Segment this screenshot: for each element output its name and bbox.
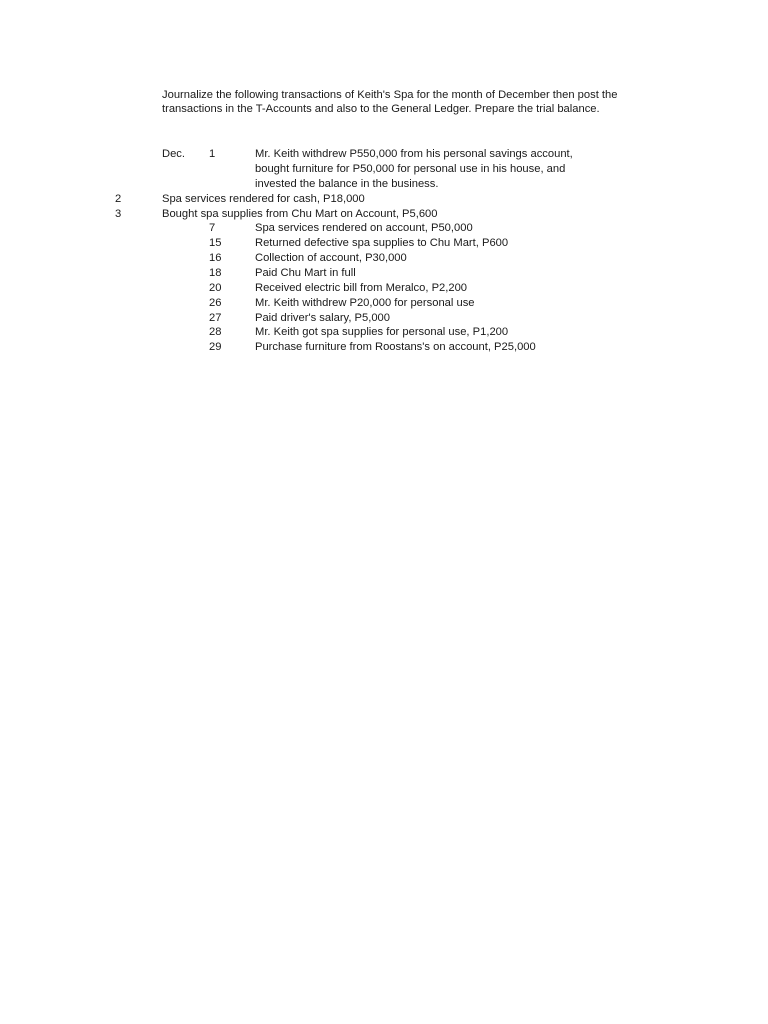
transaction-description: invested the balance in the business. (255, 178, 439, 190)
transaction-description: Collection of account, P30,000 (255, 252, 407, 264)
transaction-description: Received electric bill from Meralco, P2,200 (255, 282, 468, 294)
transaction-day: 15 (209, 237, 222, 249)
transaction-description: Mr. Keith withdrew P550,000 from his personal savings account, (255, 148, 573, 160)
transaction-day: 29 (209, 341, 222, 353)
transaction-description: Paid driver's salary, P5,000 (255, 312, 390, 324)
transaction-description: Spa services rendered for cash, P18,000 (162, 193, 365, 205)
transaction-description: Mr. Keith got spa supplies for personal use, P1,200 (255, 326, 509, 338)
transaction-day: 27 (209, 312, 222, 324)
transaction-day: 2 (115, 193, 122, 205)
transaction-description: Spa services rendered on account, P50,000 (255, 222, 473, 234)
transaction-day: 26 (209, 297, 222, 309)
transaction-day: 20 (209, 282, 222, 294)
transaction-day: 18 (209, 267, 222, 279)
transaction-description: bought furniture for P50,000 for personal use in his house, and (255, 163, 566, 175)
transaction-description: Bought spa supplies from Chu Mart on Account, P5,600 (162, 208, 438, 220)
transaction-day: 7 (209, 222, 216, 234)
transaction-description: Returned defective spa supplies to Chu Mart, P600 (255, 237, 509, 249)
month-label: Dec. (162, 148, 186, 160)
transaction-description: Purchase furniture from Roostans's on account, P25,000 (255, 341, 536, 353)
transaction-day: 3 (115, 208, 122, 220)
transaction-day: 28 (209, 326, 222, 338)
transaction-day: 1 (209, 148, 216, 160)
instruction-line-2: transactions in the T-Accounts and also to the General Ledger. Prepare the trial balance. (162, 103, 600, 115)
transaction-day: 16 (209, 252, 222, 264)
instruction-line-1: Journalize the following transactions of Keith's Spa for the month of December then post the (162, 89, 618, 101)
transaction-description: Paid Chu Mart in full (255, 267, 356, 279)
transaction-description: Mr. Keith withdrew P20,000 for personal use (255, 297, 475, 309)
